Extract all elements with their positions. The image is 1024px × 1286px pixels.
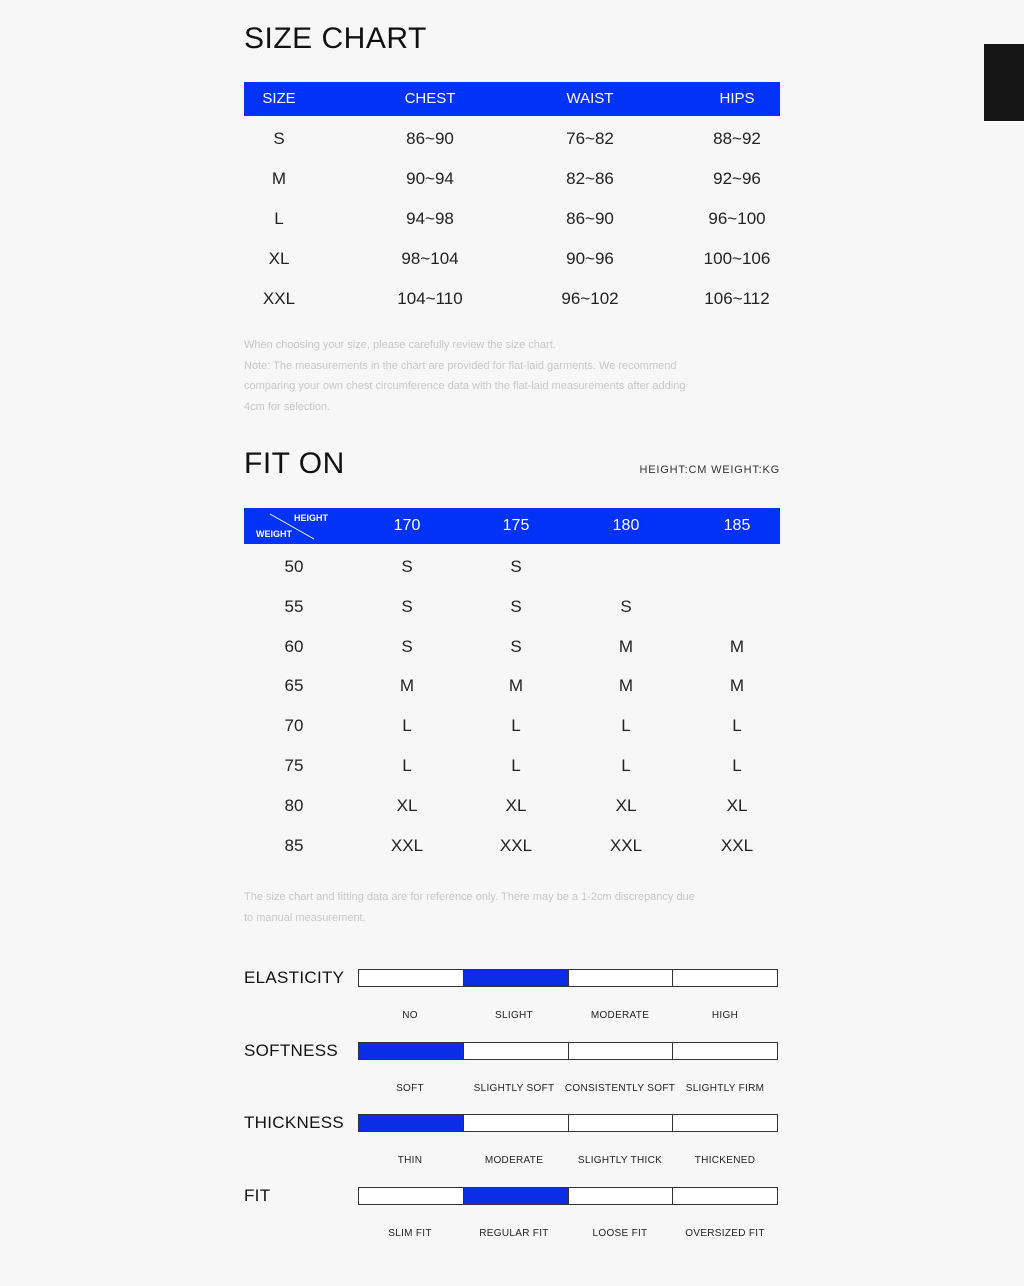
scale-option-label: SLIGHTLY FIRM (685, 1082, 765, 1094)
scale-segment (359, 1043, 464, 1059)
scale-segment (464, 970, 569, 986)
size-note-line: 4cm for selection. (244, 400, 331, 413)
scale-option-label: MODERATE (590, 1010, 650, 1021)
elasticity-scale (358, 969, 778, 987)
size-cell: M (271, 169, 287, 188)
scale-option-label: LOOSE FIT (592, 1228, 648, 1240)
elasticity-label: ELASTICITY (244, 968, 345, 987)
size-row (244, 239, 780, 279)
scale-option-label: CONSISTENTLY SOFT (564, 1082, 676, 1094)
size-cell: 86~90 (566, 209, 614, 228)
size-row (244, 159, 780, 199)
size-cell: 96~102 (561, 289, 619, 308)
scale-option-label: OVERSIZED FIT (685, 1228, 765, 1240)
fit-size-cell: M (618, 636, 634, 656)
scale-segment (673, 1188, 777, 1204)
scale-option-label: HIGH (711, 1010, 739, 1021)
fit-size-cell: XL (726, 795, 748, 815)
size-cell: 76~82 (566, 129, 614, 148)
scale-option-label: NO (402, 1010, 418, 1021)
fit-size-cell: M (729, 636, 745, 656)
fit-size-cell: S (620, 596, 632, 616)
scale-option-label: SLIM FIT (388, 1228, 432, 1240)
scale-segment (464, 1043, 569, 1059)
fit-size-cell: L (511, 756, 521, 775)
scale-option-label: SLIGHTLY THICK (577, 1155, 663, 1167)
size-cell: 90~96 (566, 249, 614, 268)
waist-header: WAIST (566, 90, 614, 107)
size-row (244, 279, 780, 319)
fit-size-cell: M (618, 676, 634, 696)
scale-segment (359, 1115, 464, 1131)
weight-cell: 50 (284, 557, 304, 576)
size-note-line: When choosing your size, please carefully review the size chart. (244, 339, 556, 351)
scale-segment (673, 1043, 777, 1059)
fit-size-cell: L (621, 716, 631, 736)
scale-segment (569, 1043, 674, 1059)
size-cell: 98~104 (401, 249, 459, 268)
scale-option-label: SLIGHTLY SOFT (473, 1082, 555, 1094)
scale-segment (464, 1188, 569, 1204)
thickness-label: THICKNESS (244, 1113, 344, 1133)
corner-weight-label: WEIGHT (256, 529, 292, 539)
size-cell: XL (268, 249, 290, 268)
scale-segment (569, 1115, 674, 1131)
size-chart-title: SIZE CHART (244, 22, 427, 55)
fit-row (244, 826, 780, 866)
size-cell: 106~112 (704, 289, 770, 308)
weight-cell: 85 (284, 835, 304, 855)
scale-option-label: SOFT (396, 1082, 424, 1094)
scale-option-label: SLIGHT (495, 1010, 533, 1021)
fit-size-cell: L (732, 756, 742, 775)
fit-row (244, 627, 780, 667)
size-row (244, 199, 780, 239)
size-note-line: Note: The measurements in the chart are provided for flat-laid garments. We recommend (244, 359, 677, 372)
fit-note-line: The size chart and fitting data are for reference only. There may be a 1-2cm discrepancy due (244, 891, 695, 903)
fit-size-cell: XXL (720, 835, 754, 855)
fit-size-cell: L (621, 756, 631, 775)
fit-size-cell: XXL (499, 835, 533, 855)
fit-row (244, 587, 780, 627)
scale-segment (569, 1188, 674, 1204)
size-header: SIZE (262, 90, 296, 107)
size-cell: 94~98 (406, 209, 454, 228)
weight-cell: 60 (284, 636, 304, 656)
side-tab-block (984, 44, 1024, 121)
fit-label: FIT (244, 1186, 271, 1206)
fit-size-cell: XXL (390, 835, 424, 855)
fit-size-cell: XL (396, 795, 418, 815)
fit-size-cell: L (511, 716, 521, 736)
weight-cell: 65 (284, 676, 304, 696)
height-170-header: 170 (393, 517, 421, 534)
fit-row (244, 746, 780, 786)
units-label: HEIGHT:CM WEIGHT:KG (639, 464, 780, 476)
scale-segment (673, 1115, 777, 1131)
size-cell: 100~106 (703, 249, 771, 268)
fit-row (244, 666, 780, 706)
height-185-header: 185 (723, 517, 751, 534)
size-cell: XXL (262, 289, 296, 308)
fit-size-cell: S (401, 557, 413, 576)
size-cell: 92~96 (713, 169, 761, 188)
hips-header: HIPS (719, 90, 755, 107)
fit-size-cell: L (732, 716, 742, 736)
scale-segment (569, 970, 674, 986)
softness-scale (358, 1042, 778, 1060)
fit-size-cell: M (399, 676, 415, 696)
scale-option-label: THIN (397, 1155, 423, 1167)
fit-size-cell: S (510, 596, 522, 616)
fit-size-cell: XL (505, 795, 527, 815)
scale-option-label: THICKENED (694, 1155, 756, 1167)
fit-size-cell: S (510, 636, 522, 656)
fit-size-cell: S (401, 636, 413, 656)
fit-row (244, 547, 780, 587)
weight-cell: 55 (284, 596, 304, 616)
fit-note-line: to manual measurement. (244, 911, 366, 924)
fit-size-cell: M (729, 676, 745, 696)
scale-segment (464, 1115, 569, 1131)
thickness-scale (358, 1114, 778, 1132)
fit-size-cell: XXL (609, 835, 643, 855)
weight-cell: 75 (284, 756, 304, 775)
size-cell: 88~92 (713, 129, 761, 148)
fit-on-title: FIT ON (244, 447, 345, 480)
fit-size-cell: M (508, 676, 524, 696)
size-cell: 82~86 (566, 169, 614, 188)
corner-height-label: HEIGHT (294, 513, 329, 523)
size-chart-header (244, 82, 780, 116)
size-cell: S (273, 129, 285, 148)
header-corner (244, 508, 329, 544)
weight-cell: 80 (284, 795, 304, 815)
fit-size-cell: L (402, 756, 412, 775)
scale-segment (673, 970, 777, 986)
scale-option-label: MODERATE (484, 1155, 544, 1167)
chest-header: CHEST (404, 90, 456, 107)
size-note-line: comparing your own chest circumference data with the flat-laid measurements after adding (244, 380, 686, 392)
fit-size-cell: S (401, 596, 413, 616)
softness-label: SOFTNESS (244, 1040, 339, 1060)
fit-size-cell: L (402, 716, 412, 736)
scale-segment (359, 1188, 464, 1204)
size-cell: 96~100 (708, 209, 766, 228)
fit-row (244, 786, 780, 826)
height-180-header: 180 (612, 517, 640, 534)
size-cell: 86~90 (406, 129, 454, 148)
fit-on-header (244, 508, 780, 544)
size-cell: 90~94 (406, 169, 454, 188)
fit-size-cell: S (510, 557, 522, 576)
size-cell: 104~110 (397, 289, 463, 308)
height-175-header: 175 (502, 517, 530, 534)
fit-row (244, 706, 780, 746)
fit-scale (358, 1187, 778, 1205)
weight-cell: 70 (284, 716, 304, 736)
scale-segment (359, 970, 464, 986)
fit-size-cell: XL (615, 795, 637, 815)
size-cell: L (274, 209, 284, 228)
size-row (244, 119, 780, 159)
scale-option-label: REGULAR FIT (479, 1228, 549, 1240)
